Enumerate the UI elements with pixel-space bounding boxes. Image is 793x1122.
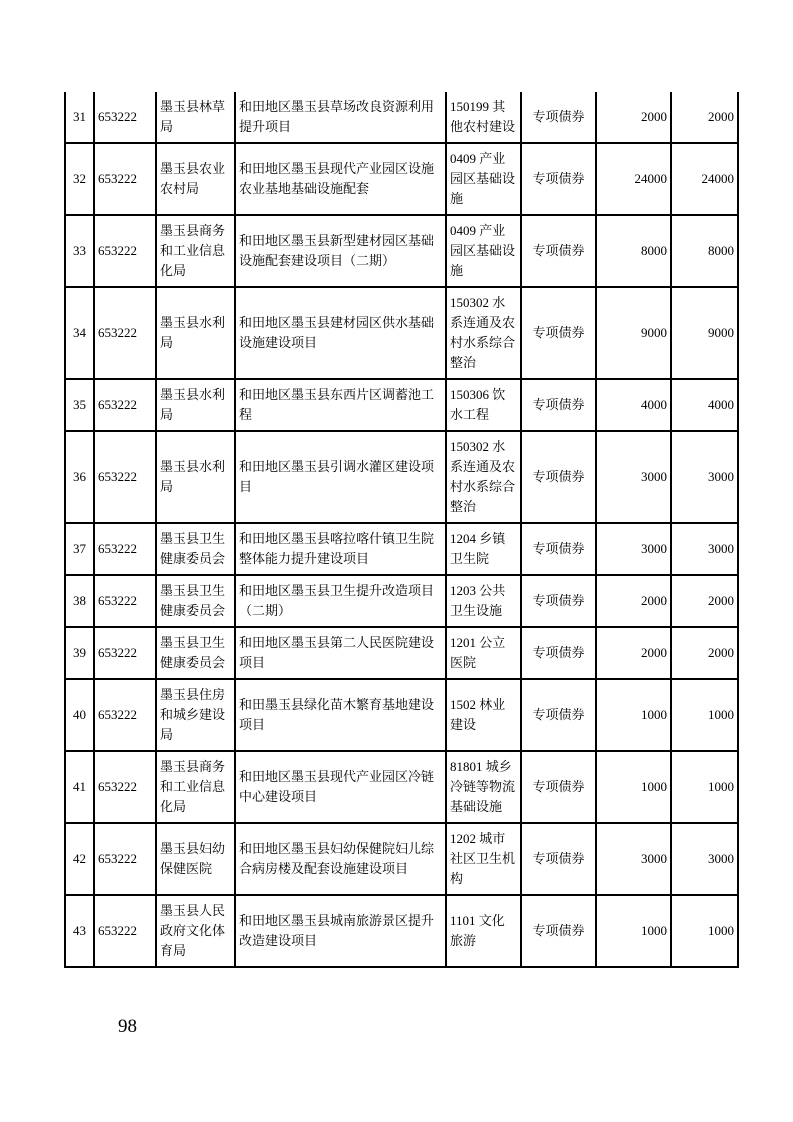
cell-unit-code: 653222 [94, 143, 156, 215]
cell-unit-code: 653222 [94, 895, 156, 967]
cell-amount-2: 3000 [671, 523, 738, 575]
cell-amount-1: 2000 [596, 92, 671, 143]
cell-amount-1: 3000 [596, 823, 671, 895]
cell-project-name: 和田地区墨玉县草场改良资源利用提升项目 [235, 92, 446, 143]
cell-amount-1: 1000 [596, 679, 671, 751]
table-row [65, 92, 738, 143]
cell-amount-1: 1000 [596, 751, 671, 823]
cell-department: 墨玉县林草局 [156, 92, 235, 143]
cell-department: 墨玉县人民政府文化体育局 [156, 895, 235, 967]
cell-category: 150302 水系连通及农村水系综合整治 [446, 287, 521, 379]
cell-unit-code: 653222 [94, 751, 156, 823]
cell-project-name: 和田地区墨玉县卫生提升改造项目（二期） [235, 575, 446, 627]
page-number: 98 [118, 1016, 137, 1037]
cell-row-number: 42 [65, 823, 94, 895]
cell-category: 150306 饮水工程 [446, 379, 521, 431]
cell-unit-code: 653222 [94, 523, 156, 575]
cell-unit-code: 653222 [94, 575, 156, 627]
cell-unit-code: 653222 [94, 287, 156, 379]
cell-bond-type: 专项债券 [521, 751, 596, 823]
cell-bond-type: 专项债券 [521, 823, 596, 895]
cell-project-name: 和田地区墨玉县建材园区供水基础设施建设项目 [235, 287, 446, 379]
cell-project-name: 和田地区墨玉县喀拉喀什镇卫生院整体能力提升建设项目 [235, 523, 446, 575]
cell-project-name: 和田地区墨玉县新型建材园区基础设施配套建设项目（二期） [235, 215, 446, 287]
table-row [65, 287, 738, 379]
bond-projects-table [64, 92, 739, 968]
cell-amount-2: 24000 [671, 143, 738, 215]
cell-project-name: 和田地区墨玉县城南旅游景区提升改造建设项目 [235, 895, 446, 967]
cell-bond-type: 专项债券 [521, 523, 596, 575]
cell-amount-1: 2000 [596, 627, 671, 679]
cell-unit-code: 653222 [94, 379, 156, 431]
cell-department: 墨玉县妇幼保健医院 [156, 823, 235, 895]
cell-row-number: 41 [65, 751, 94, 823]
cell-bond-type: 专项债券 [521, 143, 596, 215]
cell-amount-2: 1000 [671, 751, 738, 823]
cell-category: 1201 公立医院 [446, 627, 521, 679]
cell-department: 墨玉县卫生健康委员会 [156, 575, 235, 627]
cell-amount-2: 2000 [671, 627, 738, 679]
cell-unit-code: 653222 [94, 679, 156, 751]
cell-amount-2: 2000 [671, 92, 738, 143]
table-row [65, 627, 738, 679]
cell-category: 150302 水系连通及农村水系综合整治 [446, 431, 521, 523]
table-row [65, 379, 738, 431]
cell-row-number: 43 [65, 895, 94, 967]
cell-row-number: 37 [65, 523, 94, 575]
table-body [65, 92, 738, 967]
cell-amount-1: 3000 [596, 523, 671, 575]
cell-category: 1203 公共卫生设施 [446, 575, 521, 627]
cell-row-number: 40 [65, 679, 94, 751]
cell-amount-1: 8000 [596, 215, 671, 287]
cell-department: 墨玉县农业农村局 [156, 143, 235, 215]
cell-amount-1: 2000 [596, 575, 671, 627]
cell-department: 墨玉县商务和工业信息化局 [156, 215, 235, 287]
cell-project-name: 和田地区墨玉县现代产业园区冷链中心建设项目 [235, 751, 446, 823]
cell-amount-2: 9000 [671, 287, 738, 379]
cell-amount-1: 9000 [596, 287, 671, 379]
cell-department: 墨玉县商务和工业信息化局 [156, 751, 235, 823]
cell-bond-type: 专项债券 [521, 431, 596, 523]
cell-department: 墨玉县住房和城乡建设局 [156, 679, 235, 751]
table-row [65, 751, 738, 823]
cell-category: 1101 文化旅游 [446, 895, 521, 967]
cell-bond-type: 专项债券 [521, 895, 596, 967]
cell-project-name: 和田墨玉县绿化苗木繁育基地建设项目 [235, 679, 446, 751]
cell-category: 150199 其他农村建设 [446, 92, 521, 143]
table-row [65, 143, 738, 215]
cell-bond-type: 专项债券 [521, 92, 596, 143]
cell-project-name: 和田地区墨玉县现代产业园区设施农业基地基础设施配套 [235, 143, 446, 215]
cell-bond-type: 专项债券 [521, 215, 596, 287]
cell-category: 1502 林业建设 [446, 679, 521, 751]
cell-row-number: 32 [65, 143, 94, 215]
cell-amount-1: 24000 [596, 143, 671, 215]
cell-amount-2: 3000 [671, 431, 738, 523]
cell-amount-2: 1000 [671, 679, 738, 751]
cell-project-name: 和田地区墨玉县东西片区调蓄池工程 [235, 379, 446, 431]
cell-unit-code: 653222 [94, 92, 156, 143]
cell-category: 81801 城乡冷链等物流基础设施 [446, 751, 521, 823]
cell-row-number: 36 [65, 431, 94, 523]
cell-project-name: 和田地区墨玉县妇幼保健院妇儿综合病房楼及配套设施建设项目 [235, 823, 446, 895]
cell-amount-1: 1000 [596, 895, 671, 967]
cell-unit-code: 653222 [94, 431, 156, 523]
cell-department: 墨玉县卫生健康委员会 [156, 627, 235, 679]
cell-department: 墨玉县水利局 [156, 287, 235, 379]
cell-row-number: 34 [65, 287, 94, 379]
cell-category: 1204 乡镇卫生院 [446, 523, 521, 575]
table-row [65, 895, 738, 967]
cell-category: 1202 城市社区卫生机构 [446, 823, 521, 895]
cell-department: 墨玉县水利局 [156, 431, 235, 523]
table-row [65, 523, 738, 575]
cell-row-number: 35 [65, 379, 94, 431]
cell-project-name: 和田地区墨玉县第二人民医院建设项目 [235, 627, 446, 679]
cell-row-number: 33 [65, 215, 94, 287]
cell-category: 0409 产业园区基础设施 [446, 215, 521, 287]
cell-bond-type: 专项债券 [521, 287, 596, 379]
cell-bond-type: 专项债券 [521, 379, 596, 431]
cell-unit-code: 653222 [94, 823, 156, 895]
cell-row-number: 39 [65, 627, 94, 679]
cell-amount-2: 2000 [671, 575, 738, 627]
cell-row-number: 38 [65, 575, 94, 627]
cell-category: 0409 产业园区基础设施 [446, 143, 521, 215]
cell-unit-code: 653222 [94, 627, 156, 679]
cell-project-name: 和田地区墨玉县引调水灌区建设项目 [235, 431, 446, 523]
cell-row-number: 31 [65, 92, 94, 143]
cell-bond-type: 专项债券 [521, 575, 596, 627]
cell-amount-2: 1000 [671, 895, 738, 967]
cell-department: 墨玉县卫生健康委员会 [156, 523, 235, 575]
cell-amount-2: 3000 [671, 823, 738, 895]
cell-bond-type: 专项债券 [521, 679, 596, 751]
table-row [65, 575, 738, 627]
cell-amount-2: 4000 [671, 379, 738, 431]
table-row [65, 679, 738, 751]
cell-bond-type: 专项债券 [521, 627, 596, 679]
table-row [65, 431, 738, 523]
table-row [65, 823, 738, 895]
table-row [65, 215, 738, 287]
cell-unit-code: 653222 [94, 215, 156, 287]
cell-department: 墨玉县水利局 [156, 379, 235, 431]
cell-amount-1: 4000 [596, 379, 671, 431]
cell-amount-1: 3000 [596, 431, 671, 523]
cell-amount-2: 8000 [671, 215, 738, 287]
